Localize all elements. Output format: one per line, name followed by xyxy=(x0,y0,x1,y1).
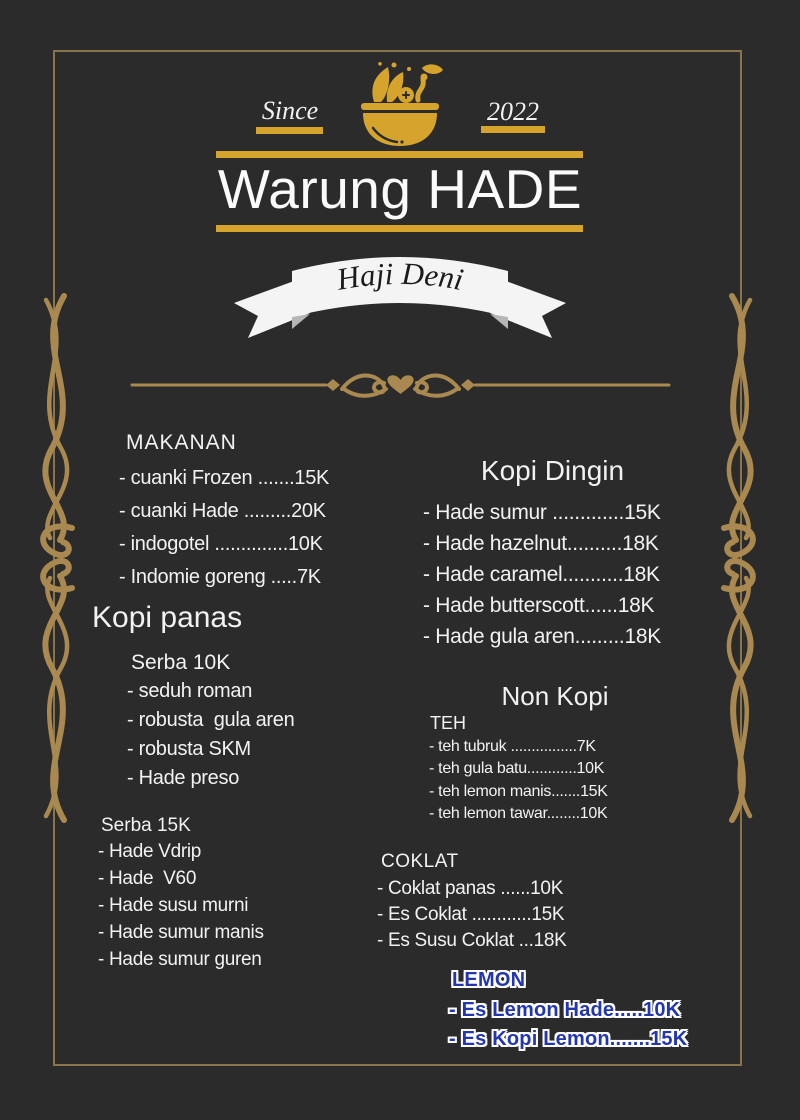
menu-item: - cuanki Hade .........20K xyxy=(119,500,326,522)
menu-item: - Hade preso xyxy=(127,767,240,789)
menu-item: - Hade sumur .............15K xyxy=(423,501,661,524)
menu-item: - seduh roman xyxy=(127,680,253,702)
menu-item: - robusta SKM xyxy=(127,738,251,760)
menu-item: - robusta gula aren xyxy=(127,709,295,731)
since-label: Since xyxy=(261,96,319,125)
menu-item: - Hade susu murni xyxy=(98,895,249,916)
section-title-kopi-dingin: Kopi Dingin xyxy=(480,455,625,486)
salad-bowl-icon xyxy=(352,62,448,150)
menu-item: - teh lemon tawar........10K xyxy=(429,805,608,822)
owner-ribbon xyxy=(230,241,570,346)
subsection-title-teh: TEH xyxy=(430,713,466,733)
section-title-coklat: COKLAT xyxy=(381,851,459,872)
menu-item: - indogotel ..............10K xyxy=(119,533,323,555)
menu-item: - Hade caramel...........18K xyxy=(423,563,660,586)
section-title-non-kopi: Non Kopi xyxy=(501,681,609,711)
group-title-serba-15k: Serba 15K xyxy=(101,815,191,836)
menu-item: - cuanki Frozen .......15K xyxy=(119,467,330,489)
menu-item: - Es Kopi Lemon.......15K xyxy=(449,1028,688,1050)
menu-item: - Hade butterscott......18K xyxy=(423,594,655,617)
year-label: 2022 xyxy=(487,97,539,126)
menu-item: - Coklat panas ......10K xyxy=(377,878,564,899)
year-underline-bar xyxy=(481,126,545,133)
menu-item: - Es Susu Coklat ...18K xyxy=(377,930,567,951)
menu-item: - teh gula batu............10K xyxy=(429,760,605,777)
menu-item: - Hade gula aren.........18K xyxy=(423,625,661,648)
ribbon-text: Haji Deni xyxy=(334,255,467,297)
since-underline-bar xyxy=(256,127,323,134)
title-bar-bottom xyxy=(216,225,583,232)
restaurant-title: Warung HADE xyxy=(217,158,583,220)
section-title-makanan: MAKANAN xyxy=(126,431,237,454)
svg-text:Haji Deni xyxy=(333,256,466,297)
menu-item: - Hade V60 xyxy=(98,868,197,889)
menu-item: - Hade hazelnut..........18K xyxy=(423,532,659,555)
divider-flourish xyxy=(128,367,673,403)
menu-item: - teh tubruk ................7K xyxy=(429,738,596,755)
menu-item: - Indomie goreng .....7K xyxy=(119,566,321,588)
menu-item: - Hade Vdrip xyxy=(98,841,202,862)
menu-item: - teh lemon manis.......15K xyxy=(429,783,608,800)
menu-item: - Es Coklat ............15K xyxy=(377,904,565,925)
menu-item: - Hade sumur manis xyxy=(98,922,264,943)
menu-item: - Hade sumur guren xyxy=(98,949,262,970)
right-flourish-ornament xyxy=(714,290,770,825)
section-title-kopi-panas: Kopi panas xyxy=(92,601,243,634)
section-title-lemon: LEMON xyxy=(452,969,526,991)
group-title-serba-10k: Serba 10K xyxy=(131,651,231,674)
left-flourish-ornament xyxy=(26,290,82,825)
menu-item: - Es Lemon Hade.....10K xyxy=(449,999,681,1021)
